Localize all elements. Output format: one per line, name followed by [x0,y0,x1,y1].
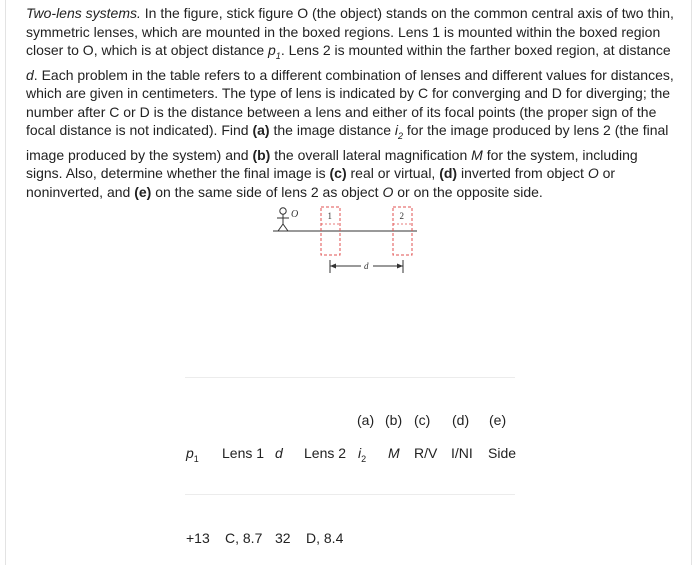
problem-text: In the figure, stick figure O (the object) stands on the common central axis of two thin, symmetric lenses, which are mounted in the boxed regions. Lens 1 is mounted within the boxed region closer to O, which is at object distance [26,5,674,59]
lens-1-label: 1 [327,211,332,221]
table-rule-top [185,377,515,378]
row-p1: +13 [186,530,210,546]
problem-text: for the system, including signs. Also, determine whether the final image is [26,146,638,182]
row-lens-1: C, 8.7 [225,530,263,546]
var-M: M [471,146,483,163]
row-d: 32 [275,530,291,546]
part-label-d: (d) [452,412,470,428]
part-label-e: (e) [489,412,507,428]
problem-text: the image distance [269,122,395,139]
header-side: Side [488,445,517,461]
header-ini: I/NI [451,445,473,461]
part-c-label: (c) [329,165,347,182]
lens-2-label: 2 [399,211,404,221]
problem-text: inverted from object [457,165,588,182]
var-O: O [382,183,394,200]
problem-text: for the image produced by lens 2 (the final image produced by the system) and [26,122,669,163]
part-label-c: (c) [414,412,431,428]
problem-text: or noninverted, and [26,165,616,200]
var-p1: $p_1$ [268,42,281,61]
problem-text: real or virtual, [346,165,440,182]
two-lens-figure [265,200,425,280]
part-a-label: (a) [252,122,270,139]
header-p1: $p_1$ [186,445,199,464]
problem-statement [26,4,676,202]
part-label-a: (a) [357,412,375,428]
object-label: O [291,209,299,220]
stick-figure-icon [277,208,289,231]
var-O: O [587,165,599,182]
header-lens-1: Lens 1 [222,445,265,461]
problem-title: Two-lens systems. [26,5,141,21]
header-d: d [275,445,283,461]
problem-text: or on the opposite side. [393,183,543,200]
header-i2: $i_2$ [358,445,367,464]
part-d-label: (d) [439,165,458,182]
problem-text: . Each problem in the table refers to a different combination of lenses and different values for distances, which are given in centimeters. The type of lens is indicated by C for converging and D for diverging; the number after C or D is the distance between a lens and either of its focal points (the proper sign of the focal distance is not indicated). Find [26,66,674,139]
part-e-label: (e) [134,183,152,200]
page-border-left [5,0,6,565]
table-rule-middle [185,494,515,495]
var-i2: $i_2$ [394,122,404,142]
header-lens-2: Lens 2 [304,445,347,461]
var-d: d [26,66,34,83]
part-b-label: (b) [252,146,271,163]
row-lens-2: D, 8.4 [306,530,344,546]
problem-text: on the same side of lens 2 as object [151,183,383,200]
distance-d-label: d [364,261,369,271]
problem-text: the overall lateral magnification [270,146,472,163]
problem-text: . Lens 2 is mounted within the farther boxed region, at distance [280,42,671,59]
part-label-b: (b) [385,412,403,428]
header-M: M [388,445,400,461]
header-rv: R/V [414,445,438,461]
page-border-right [691,0,692,565]
